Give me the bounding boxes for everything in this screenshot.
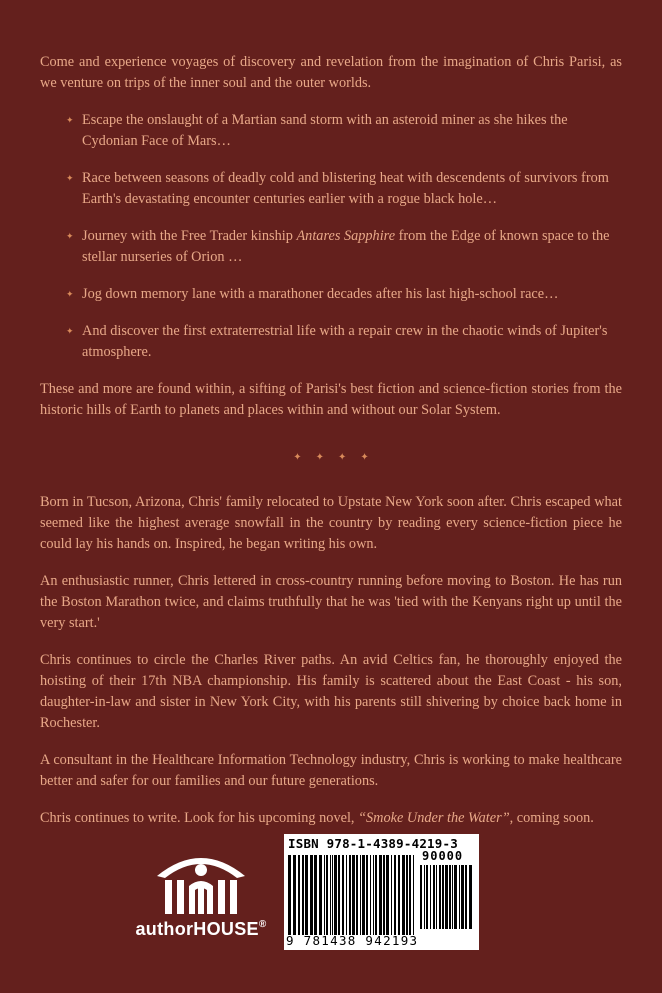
barcode-bar [346,855,347,935]
barcode-bar [342,855,344,935]
publisher-logo [126,846,276,946]
barcode-bar [430,865,431,929]
barcode-bar [394,855,396,935]
barcode-bar [310,855,313,935]
barcode-bar [375,855,377,935]
barcode-bar [362,855,365,935]
list-item: ✦ And discover the first extraterrestrial life with a repair crew in the chaotic winds of Jupiter's atmosphere. [66,323,608,360]
barcode-bar [433,865,435,929]
barcode-bar [454,865,457,929]
barcode-bar [314,855,317,935]
voyage-list [40,110,622,363]
barcode-bar [366,855,368,935]
barcode-bar [402,855,405,935]
star-bullet-icon: ✦ [66,115,74,125]
barcode-bar [398,855,400,935]
barcode-bar [319,855,322,935]
list-item: ✦ Jog down memory lane with a marathoner decades after his last high-school race… [82,284,622,305]
list-item: ✦ Escape the onslaught of a Martian sand storm with an asteroid miner as she hikes the Cydonian Face of Mars… [66,112,568,149]
barcode-bar [383,855,385,935]
ship-name: Antares Sapphire [296,228,396,244]
section-divider: ✦✦✦✦ [293,452,383,463]
barcode-bar [436,865,437,929]
barcode-bar [334,855,337,935]
bio-paragraph: Born in Tucson, Arizona, Chris' family relocated to Upstate New York soon after. Chris escaped what seemed like the highest average snowfall in the country by reading every science-fiction piece he could lay his hands on. Inspired, he began writing his own. [40,494,622,552]
isbn-barcode [284,834,479,950]
ean-barcode-bars [288,855,416,935]
barcode-bar [465,865,467,929]
price-code: 90000 [422,849,464,863]
barcode-bar [305,855,308,935]
barcode-bar [391,855,392,935]
barcode-bar [379,855,382,935]
barcode-bar [298,855,300,935]
barcode-bar [469,865,472,929]
barcode-bar [373,855,374,935]
novel-title: “Smoke Under the Water” [358,810,510,826]
star-bullet-icon: ✦ [66,231,74,241]
list-item: ✦ Journey with the Free Trader kinship Antares Sapphire from the Edge of known space to the stellar nurseries of Orion … [66,228,610,265]
barcode-bar [452,865,453,929]
barcode-bar [324,855,325,935]
barcode-bar [459,865,460,929]
outro-paragraph: These and more are found within, a sifting of Parisi's best fiction and science-fiction stories from the historic hills of Earth to planets and places within and without our Solar System. [40,381,622,418]
barcode-bar [420,865,422,929]
intro-paragraph: Come and experience voyages of discovery and revelation from the imagination of Chris Parisi, as we venture on trips of the inner soul and the outer worlds. [40,54,622,91]
bio-paragraph: Chris continues to circle the Charles River paths. An avid Celtics fan, he thoroughly enjoyed the hoisting of their 17th NBA championship. His family is scattered about the East Coast - his son, daughter-in-law and sister in New York City, with his parents still shivering by choice back home in Rochester. [40,652,622,731]
addon-barcode-bars [420,865,474,929]
barcode-bar [406,855,408,935]
ean-digits: 9 781438 942193 [286,933,419,948]
star-bullet-icon: ✦ [66,326,74,336]
closing-paragraph: Chris continues to write. Look for his upcoming novel, “Smoke Under the Water”, coming soon. [40,810,594,826]
barcode-bar [302,855,304,935]
author-bio [40,492,622,829]
barcode-bar [442,865,444,929]
barcode-bar [349,855,351,935]
barcode-bar [288,855,291,935]
barcode-bar [360,855,361,935]
barcode-bar [370,855,371,935]
bio-paragraph: A consultant in the Healthcare Information Technology industry, Chris is working to make healthcare better and safer for our families and our future generations. [40,752,622,789]
star-bullet-icon: ✦ [66,173,74,183]
barcode-bar [352,855,355,935]
barcode-bar [356,855,358,935]
barcode-bar [426,865,428,929]
bio-paragraph: An enthusiastic runner, Chris lettered in cross-country running before moving to Boston. He has run the Boston Marathon twice, and claims truthfully that he was 'tied with the Kenyans right up until the very start.' [40,573,622,631]
isbn-number: ISBN 978-1-4389-4219-3 [288,836,458,851]
authorhouse-logo-icon [153,846,249,916]
list-item: ✦ Race between seasons of deadly cold and blistering heat with descendents of survivors from Earth's devastating encounter centuries earlier with a rogue black hole… [66,170,609,207]
barcode-bar [424,865,425,929]
publisher-name: authorHOUSE® [135,919,267,939]
barcode-bar [338,855,340,935]
barcode-bar [293,855,296,935]
barcode-bar [449,865,451,929]
barcode-bar [413,855,414,935]
barcode-bar [445,865,448,929]
back-cover-text [40,52,622,829]
star-bullet-icon: ✦ [66,289,74,299]
barcode-bar [386,855,389,935]
barcode-bar [326,855,328,935]
barcode-bar [409,855,411,935]
barcode-bar [332,855,333,935]
barcode-bar [330,855,331,935]
barcode-bar [461,865,464,929]
barcode-bar [439,865,441,929]
